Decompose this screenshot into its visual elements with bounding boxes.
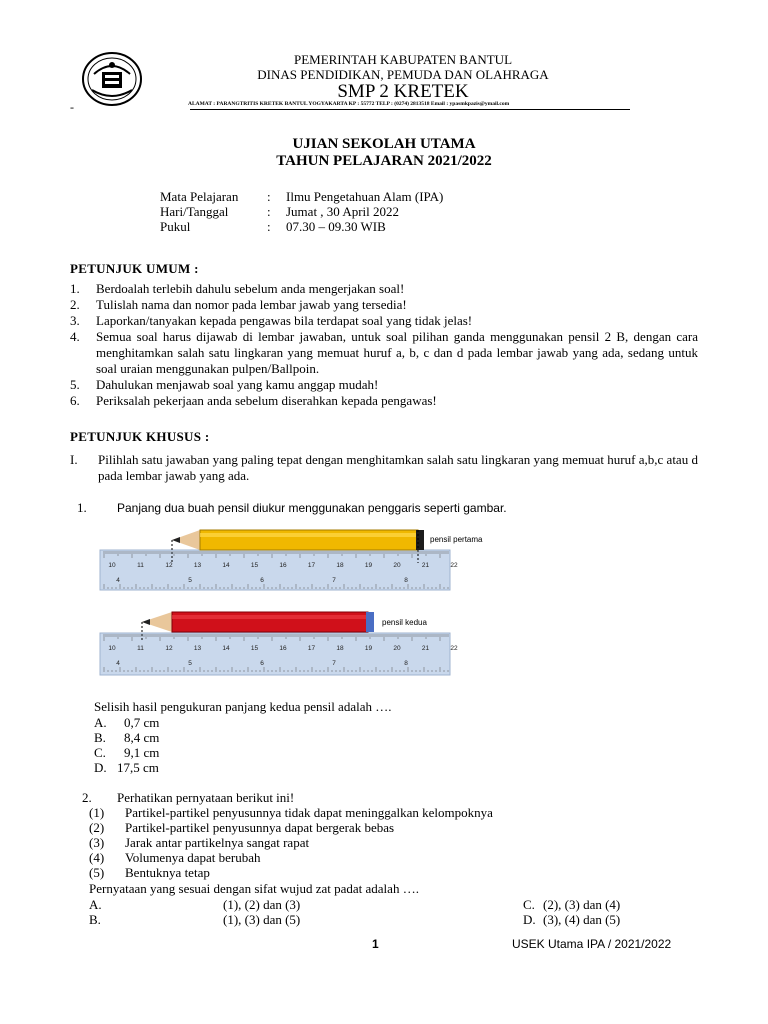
list-item-number: 6. <box>70 393 80 408</box>
pencil-top-label: pensil pertama <box>430 535 483 544</box>
info-time-colon: : <box>267 219 271 234</box>
ruler-figure-svg <box>98 523 483 683</box>
school-logo <box>80 50 144 108</box>
ruler-number: 5 <box>188 660 192 667</box>
list-item-text: Dahulukan menjawab soal yang kamu anggap mudah! <box>96 377 379 392</box>
pencil-top-end <box>416 530 424 550</box>
specific-instructions-heading: PETUNJUK KHUSUS : <box>70 429 210 444</box>
question-2-text: Perhatikan pernyataan berikut ini! <box>117 790 295 805</box>
pencil-bottom-highlight <box>172 615 368 619</box>
list-item <box>70 297 698 313</box>
ruler-number: 13 <box>193 645 202 652</box>
option-text: (2), (3) dan (4) <box>543 897 621 912</box>
list-item <box>70 452 698 484</box>
list-item <box>70 393 698 409</box>
option-text: 8,4 cm <box>124 730 160 745</box>
option-letter: A. <box>94 715 107 730</box>
option-letter: B. <box>94 730 106 745</box>
option-text: (3), (4) dan (5) <box>543 912 621 927</box>
ruler-number: 20 <box>393 562 401 569</box>
page-number: 1 <box>372 937 379 951</box>
option-text: 9,1 cm <box>124 745 160 760</box>
ruler-number: 16 <box>279 562 287 569</box>
list-item-number: 4. <box>70 329 80 344</box>
pencil-bottom-lead <box>142 619 150 625</box>
ruler-number: 10 <box>108 645 116 652</box>
list-item-text: Tulislah nama dan nomor pada lembar jawab yang tersedia! <box>96 297 407 312</box>
ruler-number: 6 <box>260 577 264 584</box>
list-item-text: Periksalah pekerjaan anda sebelum diserahkan kepada pengawas! <box>96 393 437 408</box>
list-item-text: Semua soal harus dijawab di lembar jawaban, untuk soal pilihan ganda menggunakan pensil 2 B, dengan cara menghitamkan salah satu lingkaran yang memuat huruf a, b, c dan d pada lembar jawab yang ada, sedang untuk soal uraian menggunakan pulpen/Ballpoin. <box>96 329 698 376</box>
ruler-number: 8 <box>404 660 408 667</box>
ruler-number: 6 <box>260 660 264 667</box>
ruler-number: 14 <box>222 562 230 569</box>
ruler-number: 19 <box>364 645 373 652</box>
ruler-number: 12 <box>165 645 173 652</box>
option-text: (1), (2) dan (3) <box>223 897 301 912</box>
info-subject-label: Mata Pelajaran <box>160 189 239 204</box>
ruler-number: 12 <box>165 562 173 569</box>
statement-text: Partikel-partikel penyusunnya dapat bergerak bebas <box>125 820 395 835</box>
specific-instructions-list <box>70 452 698 484</box>
statement-text: Bentuknya tetap <box>125 865 210 880</box>
ruler-number: 8 <box>404 577 408 584</box>
ruler-number: 7 <box>332 577 336 584</box>
info-subject-value: Ilmu Pengetahuan Alam (IPA) <box>286 189 444 204</box>
statement-number: (5) <box>89 865 105 880</box>
ruler-number: 18 <box>336 645 344 652</box>
option-text: D. <box>523 912 536 927</box>
option-letter: C. <box>94 745 106 760</box>
ruler-number: 15 <box>250 562 259 569</box>
question-1-number: 1. <box>77 500 87 515</box>
general-instructions-heading: PETUNJUK UMUM : <box>70 261 199 276</box>
statement-text: Jarak antar partikelnya sangat rapat <box>125 835 310 850</box>
pencil-top-lead <box>172 537 180 543</box>
statement-number: (4) <box>89 850 105 865</box>
list-item-number: 1. <box>70 281 80 296</box>
pencil-top <box>172 530 424 550</box>
pencil-bottom-end <box>366 612 374 632</box>
statement-text: Partikel-partikel penyusunnya tidak dapat meninggalkan kelompoknya <box>125 805 493 820</box>
info-time-value: 07.30 – 09.30 WIB <box>286 219 386 234</box>
statement-number: (1) <box>89 805 105 820</box>
pencil-bottom-label: pensil kedua <box>382 618 427 627</box>
option-text: C. <box>523 897 535 912</box>
ruler-number: 21 <box>421 562 430 569</box>
info-date-label: Hari/Tanggal <box>160 204 229 219</box>
option-letter: A. <box>89 897 102 912</box>
question-1-text: Panjang dua buah pensil diukur menggunakan penggaris seperti gambar. <box>117 501 507 515</box>
ruler-number: 4 <box>116 660 120 667</box>
statement-text: Volumenya dapat berubah <box>125 850 261 865</box>
header-school-name: SMP 2 KRETEK <box>337 81 469 102</box>
ruler-number: 21 <box>421 645 430 652</box>
list-item-number: 5. <box>70 377 80 392</box>
ruler-top <box>100 550 450 590</box>
ruler-number: 17 <box>307 562 316 569</box>
header-address: ALAMAT : PARANGTRITIS KRETEK BANTUL YOGYAKARTA KP : 55772 TELP : (0274) 2813518 Email : ypasmkpazis@ymail.com <box>188 101 510 107</box>
ruler-number: 18 <box>336 562 344 569</box>
header-department: DINAS PENDIDIKAN, PEMUDA DAN OLAHRAGA <box>257 67 549 82</box>
info-date-value: Jumat , 30 April 2022 <box>286 204 400 219</box>
ruler-number: 20 <box>393 645 401 652</box>
exam-year: TAHUN PELAJARAN 2021/2022 <box>276 153 492 169</box>
statement-number: (3) <box>89 835 105 850</box>
option-text: 17,5 cm <box>117 760 159 775</box>
ruler-number: 4 <box>116 577 120 584</box>
ruler-figure <box>98 523 483 683</box>
header-dash-mark: - <box>70 100 74 114</box>
list-item-text: Berdoalah terlebih dahulu sebelum anda mengerjakan soal! <box>96 281 405 296</box>
header-government: PEMERINTAH KABUPATEN BANTUL <box>293 52 513 67</box>
question-1-prompt: Selisih hasil pengukuran panjang kedua pensil adalah …. <box>94 699 392 714</box>
list-item-number: 2. <box>70 297 80 312</box>
ruler-number: 17 <box>307 645 316 652</box>
list-item-text: Laporkan/tanyakan kepada pengawas bila terdapat soal yang tidak jelas! <box>96 313 473 328</box>
ruler-number: 11 <box>137 562 144 569</box>
info-date-colon: : <box>267 204 271 219</box>
list-item-number: I. <box>70 452 78 467</box>
question-2-prompt: Pernyataan yang sesuai dengan sifat wujud zat padat adalah …. <box>89 881 419 896</box>
ruler-number: 10 <box>108 562 116 569</box>
list-item <box>70 329 698 377</box>
pencil-bottom <box>142 612 374 632</box>
list-item <box>70 313 698 329</box>
list-item-text: Pilihlah satu jawaban yang paling tepat dengan menghitamkan salah satu lingkaran yang memuat huruf a,b,c atau d pada lembar jawab yang ada. <box>98 452 698 483</box>
ruler-number: 11 <box>137 645 144 652</box>
ruler-number: 7 <box>332 660 336 667</box>
list-item <box>70 377 698 393</box>
ruler-number: 5 <box>188 577 192 584</box>
header-rule <box>190 109 630 110</box>
ruler-number: 16 <box>279 645 287 652</box>
ruler-number: 22 <box>450 645 458 652</box>
ruler-number: 15 <box>250 645 259 652</box>
option-letter: D. <box>94 760 107 775</box>
exam-title: UJIAN SEKOLAH UTAMA <box>292 136 476 152</box>
info-time-label: Pukul <box>160 219 191 234</box>
ruler-number: 19 <box>364 562 373 569</box>
footer-label: USEK Utama IPA / 2021/2022 <box>512 937 672 951</box>
question-2-number: 2. <box>82 790 92 805</box>
general-instructions-list <box>70 281 698 409</box>
ruler-number: 22 <box>450 562 458 569</box>
info-subject-colon: : <box>267 189 271 204</box>
ruler-number: 13 <box>193 562 202 569</box>
option-text: 0,7 cm <box>124 715 160 730</box>
option-letter: B. <box>89 912 101 927</box>
ruler-number: 14 <box>222 645 230 652</box>
list-item <box>70 281 698 297</box>
pencil-top-highlight <box>200 533 418 537</box>
statement-number: (2) <box>89 820 105 835</box>
list-item-number: 3. <box>70 313 80 328</box>
ruler-bottom <box>100 633 450 675</box>
option-text: (1), (3) dan (5) <box>223 912 301 927</box>
